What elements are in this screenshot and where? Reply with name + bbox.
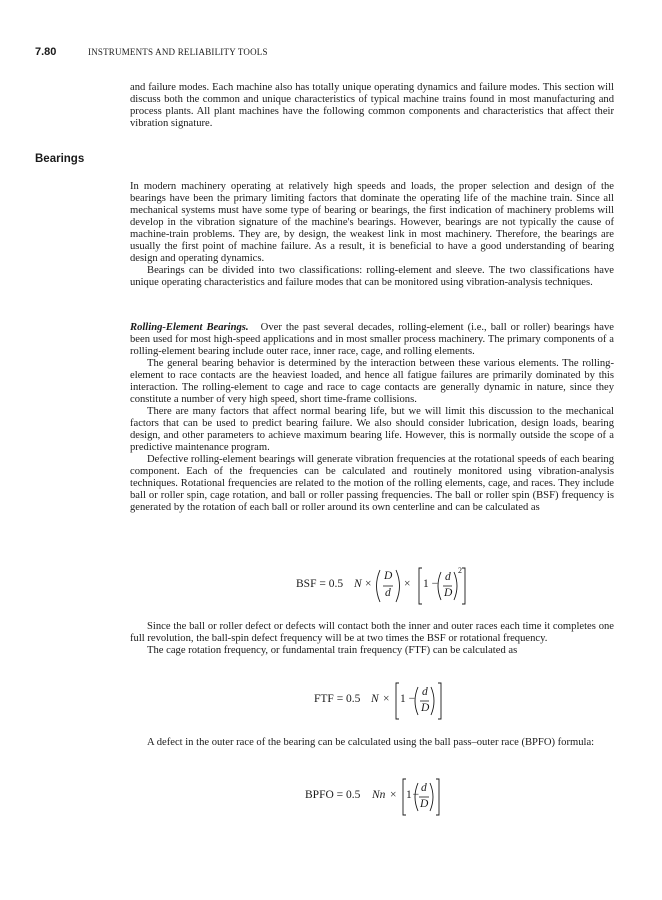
bsf-times-2: × [404, 578, 411, 590]
page-header [35, 46, 635, 60]
running-title: INSTRUMENTS AND RELIABILITY TOOLS [88, 47, 268, 57]
bsf-lhs: BSF = 0.5 [296, 578, 344, 590]
after-ftf-paragraph: A defect in the outer race of the bearing can be calculated using the ball pass–outer race (BPFO) formula: [147, 737, 595, 748]
page-number: 7.80 [35, 46, 57, 58]
bsf-times-1: × [365, 578, 372, 590]
bpfo-var-nn: Nn [372, 789, 386, 801]
bearings-paragraph-2: Bearings can be divided into two classifications: rolling-element and sleeve. The two classifications have unique operating characteristics and failure modes that can be monitored using vibration-analysis techniques. [130, 265, 614, 288]
bsf-brackets [296, 566, 466, 606]
bpfo-num-d: d [421, 782, 427, 794]
rolling-element-block [130, 322, 614, 514]
equation-ftf [314, 681, 444, 721]
rolling-element-paragraph-4: Defective rolling-element bearings will generate vibration frequencies at the rotational speeds of each bearing component. Each of the frequencies can be calculated and routinely monitored using vibration-analysis techniques. Rotational frequencies are related to the motion of the rolling elements, cage, and races. They include ball or roller spin, cage rotation, and ball or roller passing frequencies. The ball or roller spin (BSF) frequency is generated by the rotation of each ball or roller around its own centerline and can be calculated as [130, 454, 614, 513]
runin-heading: Rolling-Element Bearings. [130, 322, 249, 333]
intro-block [130, 82, 614, 130]
ftf-var-n: N [371, 693, 379, 705]
after-bsf-paragraph-1: Since the ball or roller defect or defects will contact both the inner and outer races each time it completes one full revolution, the ball-spin defect frequency will be at two times the BSF or rotational frequency. [130, 621, 614, 644]
bpfo-one-minus: 1 − [406, 789, 419, 801]
after-bsf-paragraph-2: The cage rotation frequency, or fundamental train frequency (FTF) can be calculated as [147, 645, 518, 656]
ftf-num-d: d [422, 686, 428, 698]
bearings-block [130, 181, 614, 289]
ftf-one-minus: 1 − [400, 693, 416, 705]
section-heading: Bearings [35, 153, 85, 165]
bsf-num-d-capital: D [384, 570, 393, 582]
bsf-den-d: d [385, 587, 391, 599]
after-ftf-block [130, 737, 614, 749]
bpfo-den-d-capital: D [420, 798, 429, 810]
intro-paragraph: and failure modes. Each machine also has totally unique operating dynamics and failure modes. This section will discuss both the common and unique characteristics of typical machine trains found in most manufacturing and process plants. All plant machines have the following common components and characteristics that affect their vibration signature. [130, 82, 614, 129]
bsf-one-minus: 1 − [423, 578, 439, 590]
bsf-den-d-capital: D [444, 587, 453, 599]
after-bsf-block [130, 621, 614, 657]
rolling-element-paragraph-2: The general bearing behavior is determined by the interaction between these various elements. The rolling-element to race contacts are the heaviest loaded, and hence all fatigue failures are primarily dominated by this interaction. The rolling-element to cage and race to cage contacts are generally dynamic in nature, since they constitute a number of very high speed, short time-frame collisions. [130, 358, 614, 405]
equation-bpfo [305, 777, 445, 817]
bearings-paragraph-1: In modern machinery operating at relatively high speeds and loads, the proper selection and design of the bearings have been the primary limiting factors that dominate the operating life of the machine train. Since all mechanical systems must have some type of bearing or bearings, the first indication of machinery problems will develop in the vibration signature of the machine's bearings. However, bearings are not typically the cause of machine-train problems. They are, by design, the weakest link in most machinery. Therefore, the bearings are usually the first point of machine failure. As a result, it is beneficial to have a good understanding of bearing design and operating dynamics. [130, 181, 614, 264]
rolling-element-paragraph-1 [130, 322, 614, 358]
bsf-exponent: 2 [458, 566, 462, 575]
bsf-num-d: d [445, 571, 451, 583]
rolling-element-first-text: Over the past several decades, rolling-element (i.e., ball or roller) bearings have been used for most high-speed applications and in most smaller process machinery. The primary components of a rolling-element bearing include outer race, inner race, cage, and rolling elements. [130, 322, 614, 357]
ftf-lhs: FTF = 0.5 [314, 693, 361, 705]
equation-bsf [296, 566, 466, 606]
ftf-den-d-capital: D [421, 702, 430, 714]
bpfo-lhs: BPFO = 0.5 [305, 789, 361, 801]
bpfo-times: × [390, 789, 397, 801]
ftf-times: × [383, 693, 390, 705]
bsf-var-n: N [354, 578, 362, 590]
rolling-element-paragraph-3: There are many factors that affect normal bearing life, but we will limit this discussion to the mechanical factors that can be used to predict bearing failure. We also should consider lubrication, design loads, bearing design, and other parameters to achieve maximum bearing life. However, this is normally outside the scope of a predictive maintenance program. [130, 406, 614, 453]
